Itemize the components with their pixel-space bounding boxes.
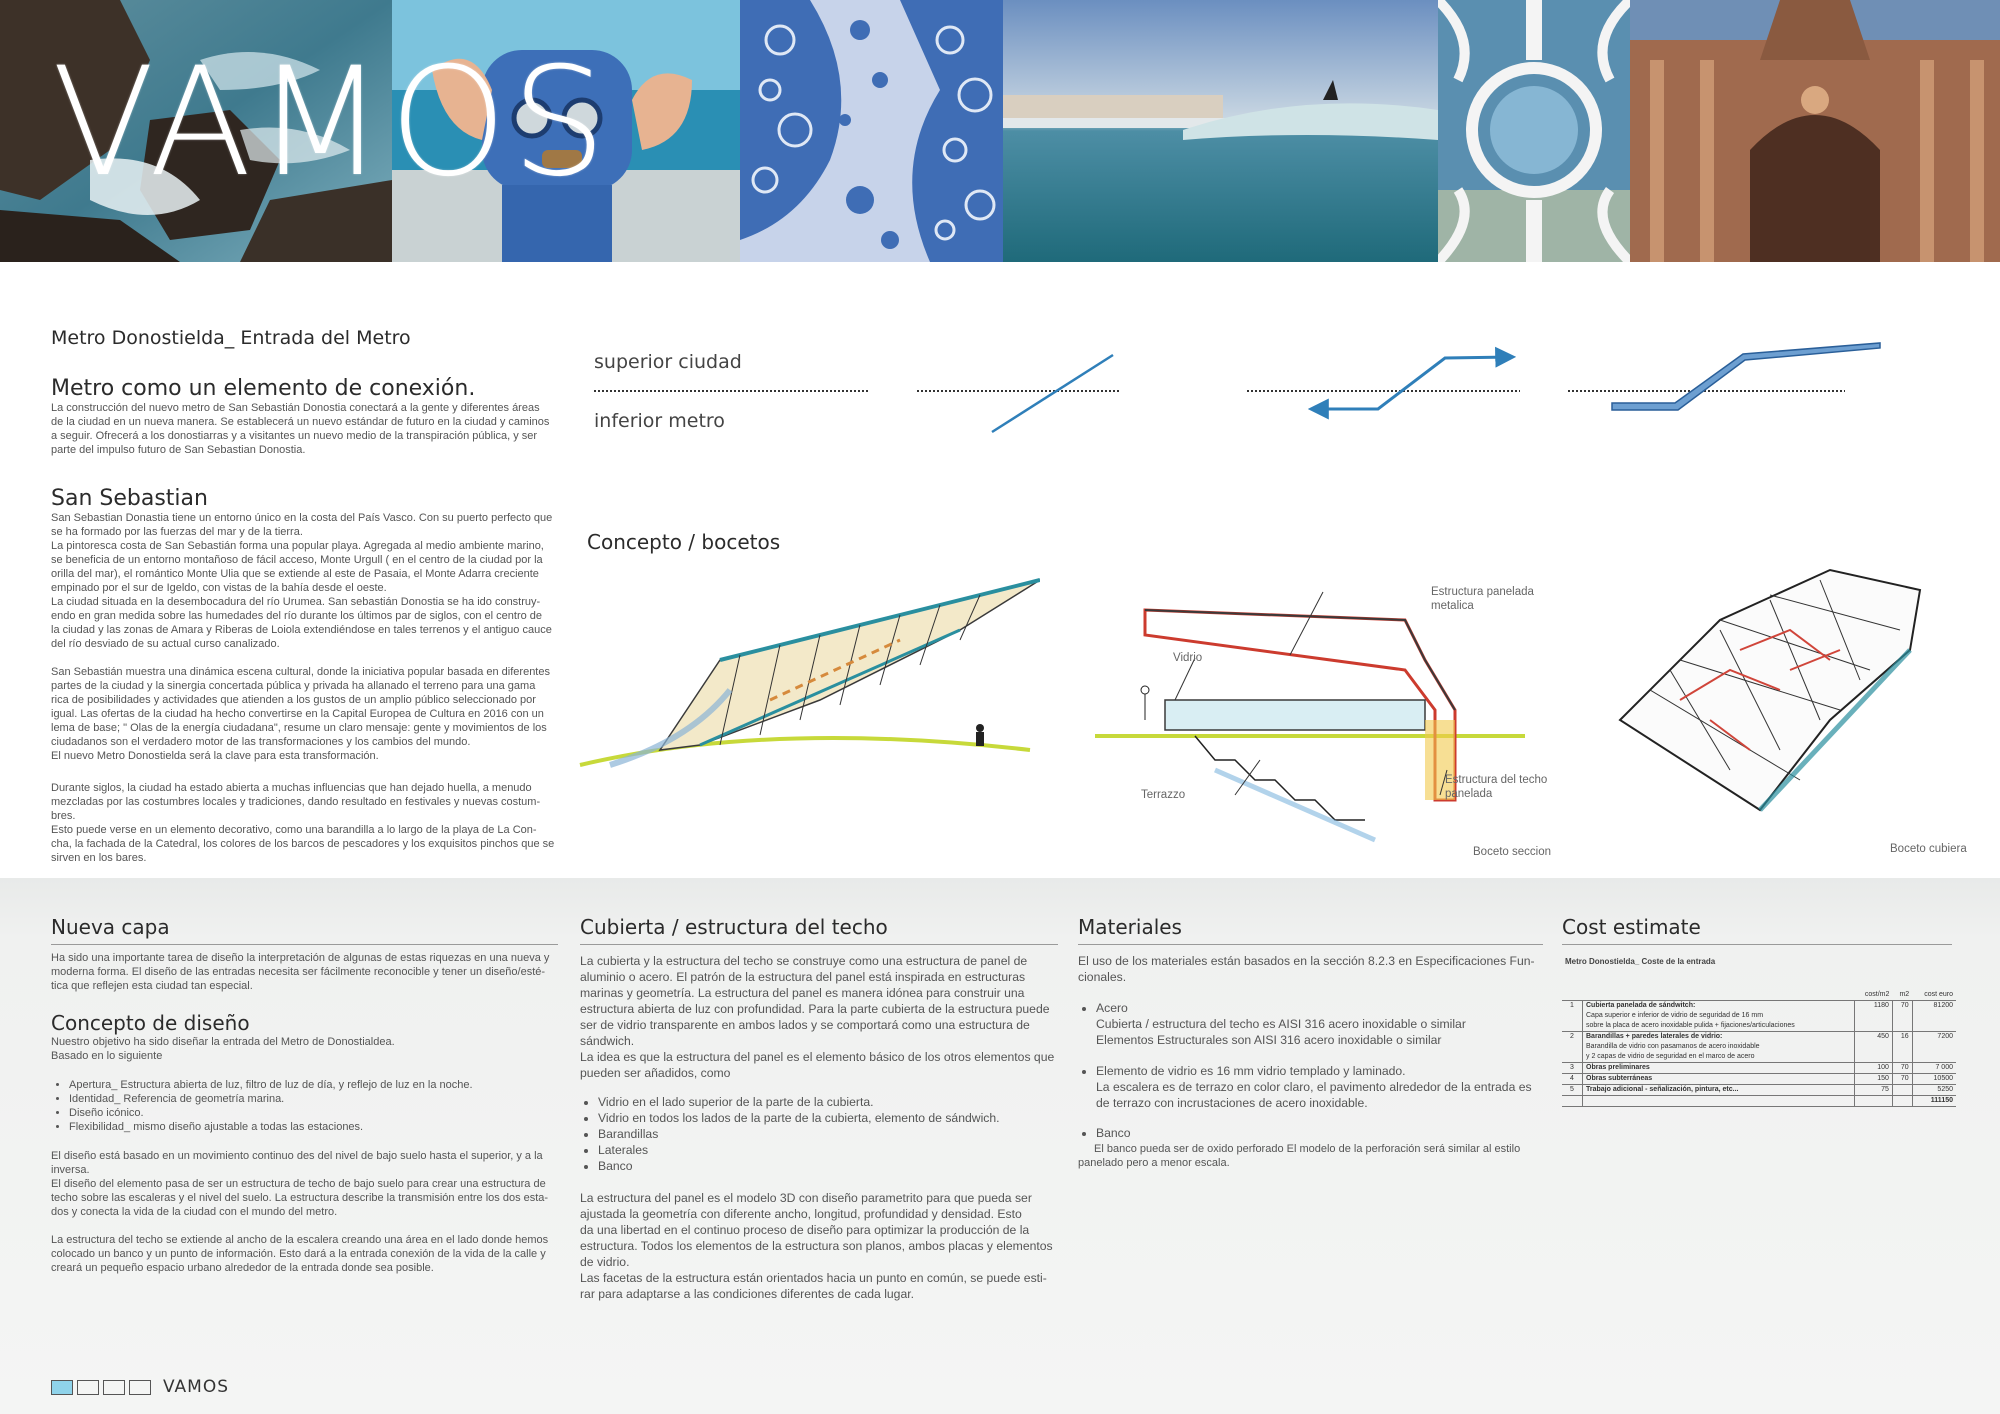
concepto-body-2: La estructura del techo se extiende al ancho de la escalera creando una área en el lado donde hemos colocado un banco y un punto de información. Esto dará a la entrada conexión de la vida de la calle y creará un pequeño espacio urbano alrededor de la entrada donde sea posible. <box>51 1234 549 1274</box>
materiales-heading: Materiales <box>1078 915 1182 939</box>
cubierta-bullet: • Banco <box>598 1158 1078 1174</box>
banco-body: El banco pueda ser de oxido perforado El modelo de la perforación será similar al estilo panelado pero a menor escala. <box>1078 1143 1521 1169</box>
cost-table <box>1562 990 1956 1107</box>
cubierta-bullet: • Vidrio en el lado superior de la parte de la cubierta. <box>598 1094 1078 1110</box>
cubierta-bullet: • Laterales <box>598 1142 1078 1158</box>
footer-label: VAMOS <box>163 1377 230 1397</box>
caption-boceto-cubierta: Boceto cubiera <box>1890 843 1967 855</box>
row-cost: 7200 <box>1912 1032 1956 1043</box>
row-cost: 7 000 <box>1912 1063 1956 1074</box>
san-sebastian-body-1: San Sebastian Donastia tiene un entorno único en la costa del País Vasco. Con su puerto perfecto que se ha formado por las fuerzas del mar y de la tierra. La pintoresca costa de San Sebastián forma una popular playa. Agregada al medio ambiente marino, se beneficia de un entorno montañoso de fácil acceso, Monte Urgull ( en el centro de la ciudad por la orilla del mar), el romántico Monte Ulia que se extiende al este de Pasaia, el Monte Adarra creciente empinado por el sur de Igeldo, con vistas de la bahía desde el oeste. La ciudad situada en la desembocadura del río Urumea. San sebastián Donostia se ha ido construy- endo en gran medida sobre las humedades del río durante los últimos par de siglos, con el centro de la ciudad y las zonas de Amara y Riberas de Loiola extendiéndose en tales terrenos y el antiguo cauce del río desviado de su actual curso canalizado. <box>51 512 553 650</box>
row-label: Obras preliminares <box>1583 1063 1855 1074</box>
sketch-perspective <box>570 570 1040 780</box>
row-label: Barandilla de vidrio con pasamanos de acero inoxidable <box>1586 1043 1760 1050</box>
cubierta-bullet: • Barandillas <box>598 1126 1078 1142</box>
cost-header-row <box>1562 990 1956 1001</box>
row-index: 5 <box>1562 1085 1583 1096</box>
concepto-bullet: • Identidad_ Referencia de geometría marina. <box>69 1092 569 1106</box>
rule-materiales <box>1078 944 1543 945</box>
cubierta-body-2: La estructura del panel es el modelo 3D con diseño parametrito para que pueda ser ajustada la geometría con diferente ancho, longitud, profundidad y densidad. Esto da una libertad en el continuo proceso de diseño para optimizar la producción de la estructura. Todos los elementos de la estructura son planos, ambos placas y elementos de vidrio. Las facetas de la estructura están orientados hacia un punto en común, se puede esti- rar para adaptarse a las condiciones diferentes de cada lugar. <box>580 1191 1053 1301</box>
san-sebastian-body-3: Durante siglos, la ciudad ha estado abierta a muchas influencias que han dejado huella, a menudo mezcladas por las costumbres locales y tradiciones, dando resultado en festivales y nuevas costum- bres. Esto puede verse en un elemento decorativo, como una barandilla a lo largo de la playa de La Con- cha, la fachada de la Catedral, los colores de los barcos de pescadores y los exquisitos pinchos que se sirven en los bares. <box>51 782 555 864</box>
upper-level-label: superior ciudad <box>594 351 742 373</box>
concepto-intro: Nuestro objetivo ha sido diseñar la entrada del Metro de Donostialdea. Basado en lo siguiente <box>51 1036 395 1062</box>
cost-row <box>1562 1063 1956 1074</box>
cost-row <box>1562 1001 1956 1012</box>
materiales-vidrio <box>1078 1063 1566 1079</box>
row-m2: 16 <box>1892 1032 1912 1043</box>
roof-profile <box>1612 343 1880 410</box>
blue-pattern-photo <box>740 0 1003 262</box>
cost-row <box>1562 1074 1956 1085</box>
hero-title: VAMOS <box>52 36 611 210</box>
sketches-heading: Concepto / bocetos <box>587 530 781 554</box>
page-indicator <box>77 1380 99 1395</box>
vidrio-body: La escalera es de terrazo en color claro, el pavimento alrededor de la entrada es de terrazo con incrustaciones de acero inoxidable. <box>1096 1080 1532 1110</box>
label-vidrio: Vidrio <box>1173 652 1203 664</box>
row-cost-m2: 150 <box>1854 1074 1892 1085</box>
project-title: Metro Donostielda_ Entrada del Metro <box>51 327 411 349</box>
rule-cubierta <box>580 944 1058 945</box>
row-m2: 70 <box>1892 1063 1912 1074</box>
row-m2: 70 <box>1892 1074 1912 1085</box>
label-estructura-techo: Estructura del techo panelada <box>1445 774 1548 800</box>
basilica-facade-photo <box>1630 0 2000 262</box>
railing-ornament-photo <box>1438 0 1630 262</box>
label-estructura-panelada: Estructura panelada metalica <box>1431 586 1534 612</box>
caption-boceto-seccion: Boceto seccion <box>1473 846 1551 858</box>
san-sebastian-body-2: San Sebastián muestra una dinámica escena cultural, donde la iniciativa popular basada en diferentes partes de la ciudad y la sinergia concertada pública y privada ha allanado el terreno para una gama rica de posibilidades y actividades que atienden a los gustos de un amplio público seleccionado por igual. Las ofertas de la ciudad ha hecho convertirse en la Capital Europea de Cultura en 2016 con un lema de base; " Olas de la energía ciudadana", resume un claro mensaje: gente y movimientos de los ciudadanos son el verdadero motor de las transformaciones y los cambios del mundo. El nuevo Metro Donostielda será la clave para esta transformación. <box>51 666 550 762</box>
banco-title: • Banco <box>1096 1125 1566 1141</box>
row-index: 4 <box>1562 1074 1583 1085</box>
cost-row <box>1562 1021 1956 1032</box>
acero-body: Cubierta / estructura del techo es AISI 316 acero inoxidable o similar Elementos Estructurales son AISI 316 acero inoxidable o similar <box>1096 1017 1466 1047</box>
cubierta-heading: Cubierta / estructura del techo <box>580 915 888 939</box>
concepto-bullets <box>51 1078 569 1134</box>
sketch-roof <box>1610 550 1930 820</box>
row-cost-m2: 1180 <box>1854 1001 1892 1012</box>
cost-row <box>1562 1032 1956 1043</box>
label-terrazzo: Terrazzo <box>1141 789 1186 801</box>
level-diagram <box>0 330 2000 440</box>
col-header: m2 <box>1899 991 1910 998</box>
cost-row <box>1562 1085 1956 1096</box>
col-header: cost euro <box>1924 991 1953 998</box>
conexion-heading: Metro como un elemento de conexión. <box>51 376 476 401</box>
row-cost: 81200 <box>1912 1001 1956 1012</box>
cost-total: 111150 <box>1912 1096 1956 1107</box>
row-label: y 2 capas de vidrio de seguridad en el marco de acero <box>1586 1053 1755 1060</box>
row-label: Barandillas + paredes laterales de vidrio: <box>1583 1032 1855 1043</box>
rule-cost <box>1562 944 1952 945</box>
acero-title: • Acero <box>1096 1000 1566 1016</box>
sketch-section <box>1095 580 1555 850</box>
row-index: 3 <box>1562 1063 1583 1074</box>
cost-heading: Cost estimate <box>1562 915 1701 939</box>
col-header: cost/m2 <box>1864 991 1890 998</box>
connection-line <box>992 355 1113 432</box>
movement-arrows <box>1312 357 1512 409</box>
cost-row <box>1562 1042 1956 1052</box>
materiales-acero <box>1078 1000 1566 1016</box>
surfer-beach-photo <box>1003 0 1438 262</box>
row-label: Obras subterráneas <box>1583 1074 1855 1085</box>
page-indicator-active <box>51 1380 73 1395</box>
cost-subtitle: Metro Donostielda_ Coste de la entrada <box>1565 957 1716 966</box>
cubierta-bullet: • Vidrio en todos los lados de la parte de la cubierta, elemento de sándwich. <box>598 1110 1078 1126</box>
materiales-intro: El uso de los materiales están basados en la sección 8.2.3 en Especificaciones Fun- cionales. <box>1078 954 1535 984</box>
nueva-capa-body: Ha sido una importante tarea de diseño la interpretación de algunas de estas riquezas en una nueva y moderna forma. El diseño de las entradas necesita ser fácilmente reconocible y tener un diseño/esté- tica que reflejen esta ciudad tan especial. <box>51 952 550 992</box>
concepto-bullet: • Flexibilidad_ mismo diseño ajustable a todas las estaciones. <box>69 1120 569 1134</box>
conexion-body: La construcción del nuevo metro de San Sebastián Donostia conectará a la gente y diferentes áreas de la ciudad en un nueva manera. Se establecerá un nuevo estándar de futuro en la ciudad y caminos a seguir. Ofrecerá a los donostiarras y a visitantes un nuevo medio de la transpiración pública, y ser parte del impulso futuro de San Sebastian Donostia. <box>51 402 550 456</box>
materiales-banco <box>1078 1125 1566 1141</box>
row-label: Trabajo adicional - señalización, pintura, etc... <box>1583 1085 1855 1096</box>
photo-banner <box>0 0 2000 262</box>
row-m2: 70 <box>1892 1001 1912 1012</box>
row-index: 1 <box>1562 1001 1583 1012</box>
row-label: sobre la placa de acero inoxidable pulida + fijaciones/articulaciones <box>1586 1022 1795 1029</box>
rule-nueva-capa <box>51 944 558 945</box>
row-cost-m2: 450 <box>1854 1032 1892 1043</box>
concepto-heading: Concepto de diseño <box>51 1011 250 1035</box>
row-cost-m2: 100 <box>1854 1063 1892 1074</box>
row-label: Capa superior e inferior de vidrio de seguridad de 16 mm <box>1586 1012 1764 1019</box>
row-cost: 5250 <box>1912 1085 1956 1096</box>
concepto-bullet: • Diseño icónico. <box>69 1106 569 1120</box>
cost-row <box>1562 1052 1956 1063</box>
row-index: 2 <box>1562 1032 1583 1043</box>
page-indicator <box>103 1380 125 1395</box>
nueva-capa-heading: Nueva capa <box>51 915 170 939</box>
page-indicator <box>129 1380 151 1395</box>
cubierta-body-1: La cubierta y la estructura del techo se construye como una estructura de panel de aluminio o acero. El patrón de la estructura del panel está inspirada en estructuras marinas y geometría. La estructura del panel es manera idónea para construir una estructura abierta de luz con profundidad. Para la parte cubierta de la estructura puede ser de vidrio transparente en ambos lados y se comportará como una estructura de sándwich. La idea es que la estructura del panel es el elemento básico de los otros elementos que pueden ser añadidos, como <box>580 954 1055 1080</box>
concepto-bullet: • Apertura_ Estructura abierta de luz, filtro de luz de día, y reflejo de luz en la noche. <box>69 1078 569 1092</box>
row-cost: 10500 <box>1912 1074 1956 1085</box>
vidrio-title: • Elemento de vidrio es 16 mm vidrio templado y laminado. <box>1096 1063 1566 1079</box>
cubierta-bullets <box>580 1094 1078 1174</box>
cost-total-row <box>1562 1096 1956 1107</box>
row-m2 <box>1892 1085 1912 1096</box>
cost-row <box>1562 1011 1956 1021</box>
san-sebastian-heading: San Sebastian <box>51 486 208 511</box>
row-label: Cubierta panelada de sándwitch: <box>1583 1001 1855 1012</box>
concepto-body-1: El diseño está basado en un movimiento continuo des del nivel de bajo suelo hasta el superior, y a la inversa. El diseño del elemento pasa de ser un estructura de techo de bajo suelo para crear una estructura de techo sobre las escaleras y el nivel del suelo. La estructura describe la transmisión entre los dos esta- dos y conecta la vida de la ciudad con el mundo del metro. <box>51 1150 549 1218</box>
lower-level-label: inferior metro <box>594 410 725 432</box>
row-cost-m2: 75 <box>1854 1085 1892 1096</box>
